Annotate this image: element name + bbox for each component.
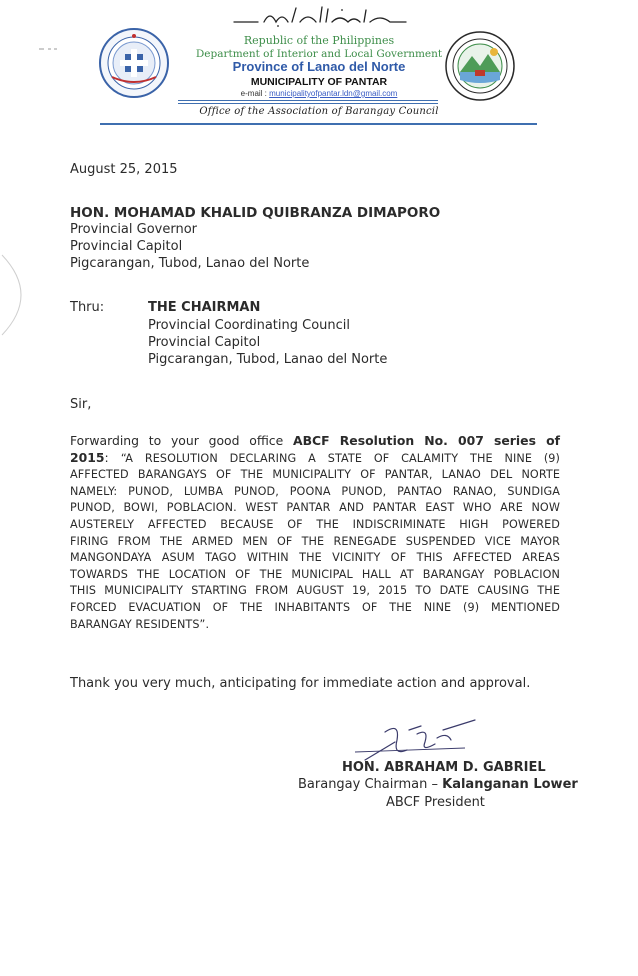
addressee-name: HON. MOHAMAD KHALID QUIBRANZA DIMAPORO xyxy=(70,205,441,221)
email-link[interactable]: municipalityofpantar.ldn@gmail.com xyxy=(269,89,398,98)
resolution-reference: ABCF Resolution No. 007 series of xyxy=(293,433,560,448)
body-line: BARANGAY RESIDENTS”. xyxy=(70,617,210,631)
thru-name: THE CHAIRMAN xyxy=(148,300,261,315)
salutation: Sir, xyxy=(70,397,92,412)
body-line: AFFECTED BARANGAYS OF THE MUNICIPALITY OF PANTAR, LANAO DEL NORTE xyxy=(70,468,560,482)
letterhead-rule xyxy=(178,100,438,101)
body-first-line xyxy=(70,433,560,450)
letterhead-office: Office of the Association of Barangay Council xyxy=(199,106,439,117)
addressee-line: Provincial Governor xyxy=(70,222,198,237)
resolution-year: 2015 xyxy=(70,449,105,465)
letter-date: August 25, 2015 xyxy=(70,162,178,177)
letterhead-divider xyxy=(100,123,537,125)
letterhead-email-line xyxy=(0,89,638,98)
thru-line: Provincial Capitol xyxy=(148,335,261,350)
body-line: AUSTERELY AFFECTED BECAUSE OF THE INDISCRIMINATE HIGH POWERED xyxy=(70,517,560,531)
body-paragraph xyxy=(70,433,560,633)
addressee-line: Provincial Capitol xyxy=(70,239,183,254)
signatory-title-prefix: Barangay Chairman – xyxy=(298,777,443,792)
binder-hole-mark xyxy=(0,250,60,340)
thru-line: Provincial Coordinating Council xyxy=(148,318,351,333)
body-line: MANGONDAYA ASUM TAGO WITHIN THE VICINITY OF THIS AFFECTED AREAS xyxy=(70,551,560,565)
body-line: FIRING FROM THE ARMED MEN OF THE RENEGADE SUSPENDED VICE MAYOR xyxy=(70,534,560,548)
thru-line: Pigcarangan, Tubod, Lanao del Norte xyxy=(148,352,388,367)
closing-text: Thank you very much, anticipating for immediate action and approval. xyxy=(70,676,531,691)
body-line: NAMELY: PUNOD, LUMBA PUNOD, POONA PUNOD, PANTAO RANAO, SUNDIGA xyxy=(70,484,560,498)
body-line: “A RESOLUTION DECLARING A STATE OF CALAMITY THE NINE (9) xyxy=(120,451,560,465)
letterhead-municipality: MUNICIPALITY OF PANTAR xyxy=(250,76,388,88)
signatory-name: HON. ABRAHAM D. GABRIEL xyxy=(342,760,546,775)
body-line: TOWARDS THE LOCATION OF THE MUNICIPAL HALL AT BARANGAY POBLACION xyxy=(70,567,560,581)
letterhead-republic: Republic of the Philippines xyxy=(243,34,395,47)
signatory-barangay: Kalanganan Lower xyxy=(442,777,578,792)
addressee-line: Pigcarangan, Tubod, Lanao del Norte xyxy=(70,256,310,271)
body-intro: Forwarding to your good office xyxy=(70,433,294,448)
email-label: e-mail : xyxy=(240,89,267,98)
letterhead-rule xyxy=(178,103,438,104)
thru-label: Thru: xyxy=(70,300,105,315)
letterhead-province: Province of Lanao del Norte xyxy=(232,59,406,74)
body-second-line xyxy=(70,450,560,468)
body-line: PUNOD, BOWI, POBLACION. WEST PANTAR AND PANTAR EAST WHO ARE NOW xyxy=(70,501,560,515)
body-line: FORCED EVACUATION OF THE INHABITANTS OF THE NINE (9) MENTIONED xyxy=(70,600,560,614)
body-line: THIS MUNICIPALITY STARTING FROM AUGUST 19, 2015 TO DATE CAUSING THE xyxy=(70,584,560,598)
signatory-title xyxy=(298,777,578,792)
body-colon: : xyxy=(104,449,121,465)
arabic-calligraphy-icon xyxy=(230,4,410,28)
signatory-position: ABCF President xyxy=(386,795,485,810)
letterhead-department: Department of Interior and Local Government xyxy=(195,48,443,60)
